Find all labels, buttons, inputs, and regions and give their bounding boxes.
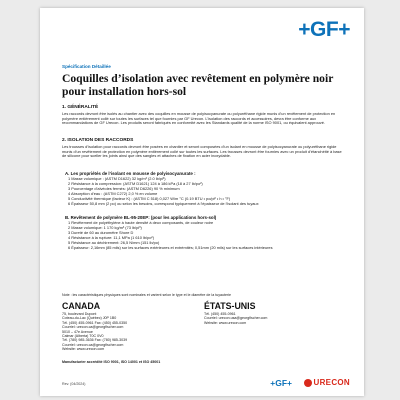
address-line: Tél. (450) 455-0961 — [204, 312, 236, 316]
section-1-heading: 1. GÉNÉRALITÉ — [62, 105, 99, 110]
section-2-heading: 2. ISOLATION DES RACCORDS — [62, 138, 134, 143]
document-title: Coquilles d’isolation avec revêtement en polymère noir pour installation hors-sol — [62, 72, 334, 99]
urecon-wordmark: URECON — [313, 378, 350, 387]
list-item: 2 Masse volumique: 1 170 kg/m³ (73 lb/pi³) — [68, 225, 142, 230]
address-line: Calmar (Alberta) T0C 0V0 — [62, 334, 104, 339]
list-item: 6 Épaisseur 50,8 mm (2 po) ou selon les besoins, correspond typiquement à l’épaisseur de l’isolant des tuyaux — [68, 201, 259, 206]
website-link[interactable]: Website: www.urecon.com — [62, 347, 105, 352]
subsection-b-heading: B. Revêtement de polymère BL-95-20EP: (pour les applications hors-sol) — [65, 215, 217, 220]
document-kicker: Spécification Détaillée — [62, 64, 111, 69]
gf-footer-logo: +GF+ — [270, 378, 292, 388]
website-link[interactable]: Website: www.urecon.com — [204, 320, 247, 325]
list-item: 4 Absorption d’eau : (ASTM C272) 2,0 % en volume — [68, 191, 158, 196]
spec-sheet-page — [40, 8, 364, 396]
usa-heading: ÉTATS-UNIS — [204, 301, 256, 311]
gf-logo: +GF+ — [298, 18, 350, 41]
canada-address — [62, 312, 202, 352]
address-line: 75, boulevard Dupont — [62, 312, 97, 316]
address-line: Tél. (450) 455-0961 Fax: (450) 455-0350 — [62, 320, 128, 325]
address-line: 5010 – 47e Avenue — [62, 329, 93, 334]
list-item: 5 Conductivité thermique (facteur K) : (ASTM C 518) 0,027 W/m °C (0.19 BTU • po/pi² • h • °F) — [68, 196, 231, 201]
subsection-a-heading: A. Les propriétés de l’isolant en mousse de polyisocyanurate : — [65, 171, 196, 176]
list-item: 3 Dureté de 60 au duromètre Shore D — [68, 230, 134, 235]
email-link[interactable]: Courriel: urecon.usa@georgfischer.com — [204, 316, 268, 321]
address-line: Tél. (780) 985-3636 Fax: (780) 985-3039 — [62, 338, 128, 343]
usa-address — [204, 312, 344, 325]
footnote: Note : les caractéristiques physiques sont nominales et varient selon le type et le diamètre de la tuyauterie — [62, 293, 231, 297]
list-item: 5 Résistance au déchirement: 26,5 N/mm (151 lb/po) — [68, 240, 160, 245]
section-2-body: Les trousses d’isolation pour raccords devront être posées en chantier et seront composées d’un isolant en mousse de polyisocyanurate ou polyuréthane rigide munis d’un revêtement de protection en polymère entièrement collé sur toutes les surfaces. Les trousses devront être fournies avec un produit d’étanchéité à base de silicone pour sceller les joints ainsi que des sangles et attaches de fixation en acier inoxydable. — [62, 144, 342, 159]
list-item: 1 Revêtement de polyéthylène à haute densité à deux composants, de couleur noire — [68, 220, 214, 225]
email-link[interactable]: Courriel: urecon.ca@georgfischer.com — [62, 325, 124, 330]
urecon-logo — [304, 378, 350, 387]
list-item: 2 Résistance à la compression: (ASTM D1621) 124 à 186 kPa (18 à 27 lb/po²) — [68, 181, 203, 186]
list-item: 3 Pourcentage d’alvéoles fermés: (ASTM D6226) 90 % minimum — [68, 186, 180, 191]
email-link[interactable]: Courriel: urecon.ca@georgfischer.com — [62, 342, 124, 347]
iso-certification: Manufacturier accrédité ISO 9001, ISO 14001 et ISO 45001 — [62, 360, 161, 364]
canada-heading: CANADA — [62, 301, 101, 311]
section-1-body: Les raccords devront être isolés au chantier avec des coquilles en mousse de polyisocyanurate ou polyuréthane rigide munis d’un revêtement de protection en polymère entièrement collé sur toutes les surfaces tel que fournies par GF Urecon. L’isolation des raccords et accessoires, devra être conforme aux recommandations de GF Urecon. Les produits seront fabriqués en conformité avec les Standards qualité de la norme ISO 9001, ou équivalent approuvé. — [62, 111, 336, 126]
revision-date: Rev. (04/2024) — [62, 382, 86, 386]
list-item: 4 Résistance à la rupture: 11,1 MPa (1 610 lb/po²) — [68, 235, 154, 240]
urecon-mark-icon — [304, 379, 312, 387]
list-item: 1 Masse volumique : (ASTM D1622) 32 kg/m³ (2.0 lb/pi³) — [68, 176, 166, 181]
list-item: 6 Épaisseur: 2,16mm (85 mils) sur les surfaces extérieures et extrémités; 0,51mm (20 mils) sur les surfaces intérieures — [68, 245, 273, 250]
address-line: Coteau-du-Lac (Québec) J0P 1B0 — [62, 316, 117, 321]
